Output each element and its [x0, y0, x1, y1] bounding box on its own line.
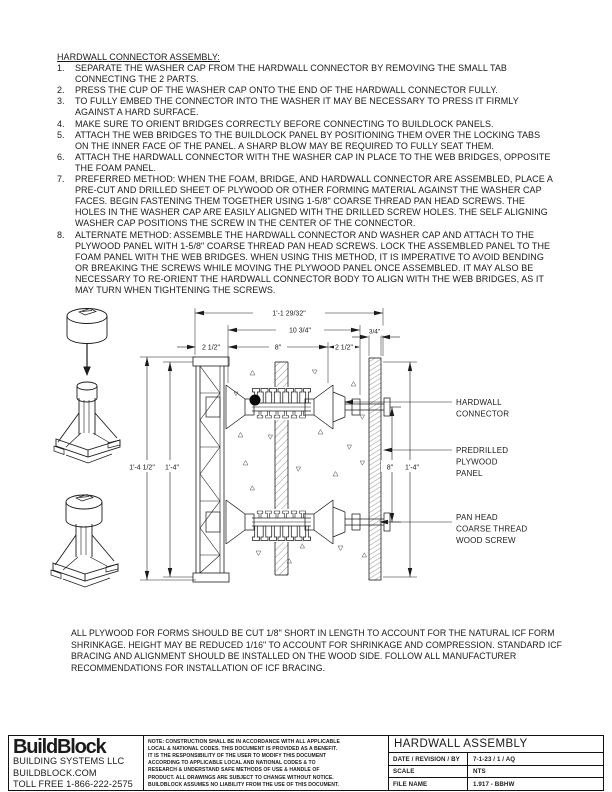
disclaimer-line: BUILDBLOCK ASSUMES NO LIABILITY FROM THE USE OF THIS DOCUMENT. [148, 781, 340, 788]
title-block [8, 735, 604, 791]
item-number: 6. [57, 151, 65, 162]
item-number: 8. [57, 229, 65, 240]
sheet-info-row [389, 753, 603, 766]
item-text: ALTERNATE METHOD: ASSEMBLE THE HARDWALL CONNECTOR AND WASHER CAP AND ATTACH TO THE PLYWOOD PANEL WITH 1-5/8" COARSE THREAD PAN HEAD SCREWS. LOCK THE ASSEMBLED PANEL TO THE FOAM PANEL WITH THE WEB BRIDGES. WHEN USING THIS METHOD, IT IS IMPERATIVE TO AVOID BENDING OR BREAKING THE SCREWS WHILE MOVING THE PLYWOOD PANEL ONCE ASSEMBLED. IT MAY ALSO BE NECESSARY TO RE-ORIENT THE HARDWALL CONNECTOR BODY TO ALIGN WITH THE WEB BRIDGES, AS IT MAY TURN WHEN TIGHTENING THE SCREWS. [75, 229, 551, 295]
row-value: NTS [473, 768, 486, 776]
item-text: PRESS THE CUP OF THE WASHER CAP ONTO THE END OF THE HARDWALL CONNECTOR FULLY. [75, 85, 498, 96]
item-text: TO FULLY EMBED THE CONNECTOR INTO THE WASHER IT MAY BE NECESSARY TO PRESS IT FIRMLY AGAINST A HARD SURFACE. [75, 96, 519, 118]
item-number: 2. [57, 85, 65, 96]
company-block [9, 736, 144, 790]
instruction-item [57, 85, 554, 96]
instruction-item [57, 152, 554, 174]
item-text: MAKE SURE TO ORIENT BRIDGES CORRECTLY BEFORE CONNECTING TO BUILDLOCK PANELS. [75, 118, 494, 129]
label-predrilled-plywood: PANEL [456, 469, 483, 478]
sheet-info-row [389, 766, 603, 779]
item-text: PREFERRED METHOD: WHEN THE FOAM, BRIDGE, AND HARDWALL CONNECTOR ARE ASSEMBLED, PLACE A PRE-CUT AND DRILLED SHEET OF PLYWOOD OR OTHER FORMING MATERIAL AGAINST THE WASHER CAP FACES. BEGIN FASTENING THEM TOGETHER USING 1-5/8" COARSE THREAD PAN HEAD SCREWS. THE HOLES IN THE WASHER CAP ARE EASILY ALIGNED WITH THE DRILLED SCREW HOLES. THE SELF ALIGNING WASHER CAP POSITIONS THE SCREW IN THE CENTER OF THE CONNECTOR. [75, 174, 553, 229]
disclaimer-line: ACCORDING TO APPLICABLE LOCAL AND NATIONAL CODES & TO [148, 760, 316, 767]
dim-plywood-thickness: 3/4" [368, 328, 381, 336]
disclaimer-line: RESEARCH & UNDERSTAND SAFE METHODS OF USE & HANDLE OF [148, 767, 320, 774]
buildblock-logo: BuildBlock [13, 736, 106, 758]
foam-panel-web-bridge [193, 357, 229, 582]
row-label: DATE / REVISION / BY [389, 753, 468, 765]
sheet-info-row [389, 778, 603, 790]
row-value: 7-1-23 / 1 / AQ [473, 755, 516, 763]
label-pan-head-screw: PAN HEAD [456, 513, 498, 522]
dim-height-inner: 1'-4" [165, 464, 179, 472]
label-pan-head-screw: WOOD SCREW [456, 536, 516, 545]
disclaimer-line: NOTE: CONSTRUCTION SHALL BE IN ACCORDANCE WITH ALL APPLICABLE [148, 738, 340, 745]
label-hardwall-connector: CONNECTOR [456, 409, 510, 419]
item-text: SEPARATE THE WASHER CAP FROM THE HARDWALL CONNECTOR BY REMOVING THE SMALL TAB CONNECTING THE 2 PARTS. [75, 63, 507, 85]
row-label: SCALE [389, 766, 468, 778]
disclaimer-line: LOCAL & NATIONAL CODES. THIS DOCUMENT IS PROVIDED AS A BENEFIT. [148, 745, 338, 752]
assembly-instructions [57, 52, 554, 296]
sheet-info-block [389, 736, 603, 790]
instruction-item [57, 63, 554, 85]
row-value: 1.917 - BBHW [473, 780, 515, 788]
item-number: 7. [57, 174, 65, 185]
iso-view-assembled [51, 495, 118, 588]
company-line: BUILDBLOCK.COM [13, 767, 97, 778]
disclaimer-line: IT IS THE RESPONSIBILITY OF THE USER TO MODIFY THIS DOCUMENT [148, 752, 327, 759]
dim-height-right: 1'-4" [405, 464, 419, 472]
disclaimer-block [144, 736, 389, 790]
label-predrilled-plywood: PREDRILLED [456, 446, 509, 455]
item-number: 3. [57, 96, 65, 107]
dim-overall-width: 1'-1 29/32" [272, 310, 306, 318]
instruction-item [57, 96, 554, 118]
label-pan-head-screw: COARSE THREAD [456, 524, 528, 534]
item-text: ATTACH THE WEB BRIDGES TO THE BUILDLOCK PANEL BY POSITIONING THEM OVER THE LOCKING TABS ON THE INNER FACE OF THE PANEL. A SHARP BLOW MAY BE REQUIRED TO FULLY SEAT THEM. [75, 129, 541, 151]
plywood-panel-hatch [369, 358, 381, 580]
company-line: TOLL FREE 1-866-222-2575 [13, 779, 133, 789]
iso-view-exploded [54, 309, 120, 464]
item-number: 1. [57, 63, 65, 74]
item-number: 4. [57, 118, 65, 129]
label-predrilled-plywood: PLYWOOD [456, 457, 498, 467]
row-label: FILE NAME [389, 778, 468, 790]
instruction-item [57, 174, 554, 229]
callout-labels [456, 398, 527, 545]
label-hardwall-connector: HARDWALL [456, 398, 502, 407]
dim-right-offset: 2 1/2" [334, 344, 354, 352]
dim-core-width: 8" [274, 344, 282, 352]
assembly-drawing [0, 295, 612, 640]
instructions-title: HARDWALL CONNECTOR ASSEMBLY: [57, 52, 220, 62]
dim-screw-spacing: 8" [386, 464, 394, 472]
rebar-circle [250, 395, 261, 406]
instruction-item [57, 130, 554, 152]
sheet-title: HARDWALL ASSEMBLY [389, 736, 603, 753]
dim-left-offset: 2 1/2" [201, 344, 221, 352]
company-line: BUILDING SYSTEMS LLC [13, 756, 125, 766]
item-text: ATTACH THE HARDWALL CONNECTOR WITH THE WASHER CAP IN PLACE TO THE WEB BRIDGES, OPPOSITE THE FOAM PANEL. [75, 151, 551, 173]
instruction-item [57, 230, 554, 297]
item-number: 5. [57, 129, 65, 140]
dim-inner-width: 10 3/4" [289, 327, 311, 335]
assembly-direction-arrow [83, 343, 91, 376]
instruction-item [57, 119, 554, 130]
plywood-note: ALL PLYWOOD FOR FORMS SHOULD BE CUT 1/8" SHORT IN LENGTH TO ACCOUNT FOR THE NATURAL ICF FORM SHRINKAGE. HEIGHT MAY BE REDUCED 1/16" TO ACCOUNT FOR SHRINKAGE AND COMPRESSION. STANDARD ICF BRACING AND ALIGNMENT SHOULD BE INSTALLED ON THE WOOD SIDE. FOLLOW ALL MANUFACTURER RECOMMENDATIONS FOR INSTALLATION OF ICF BRACING. [71, 628, 563, 673]
disclaimer-line: PRODUCT. ALL DRAWINGS ARE SUBJECT TO CHANGE WITHOUT NOTICE. [148, 774, 334, 781]
dim-height-outer: 1'-4 1/2" [129, 464, 155, 472]
